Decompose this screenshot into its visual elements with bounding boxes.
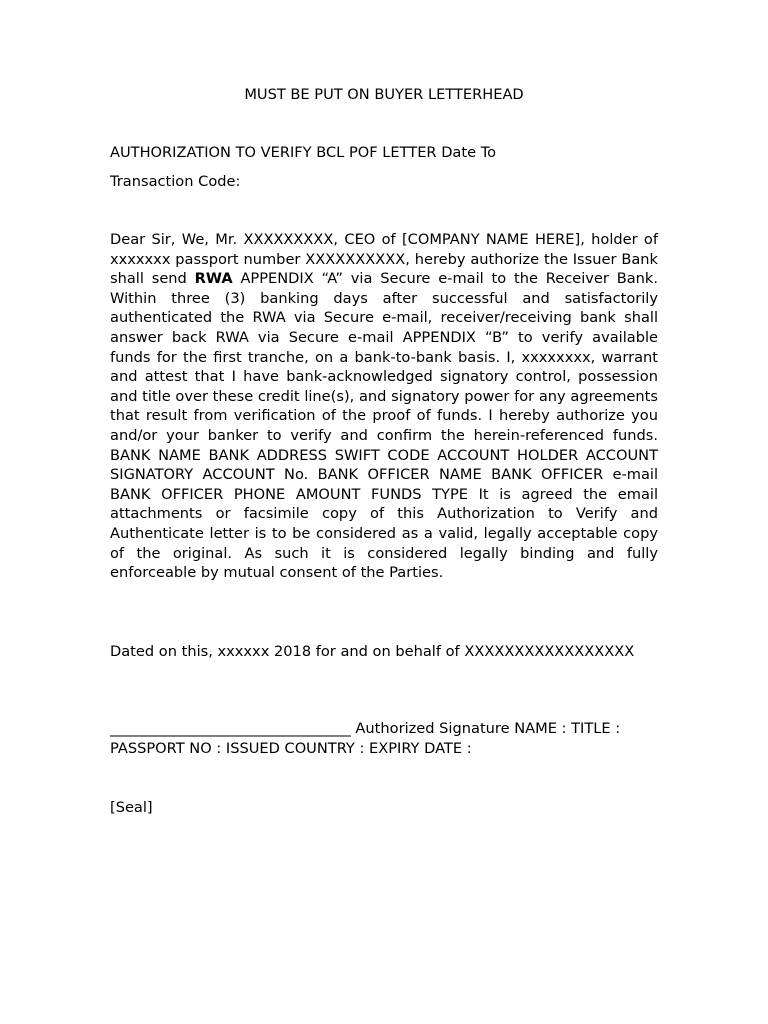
letterhead-note: MUST BE PUT ON BUYER LETTERHEAD: [244, 86, 524, 103]
body-text-part2: APPENDIX “A” via Secure e-mail to the Receiver Bank. Within three (3) banking days after successful and satisfactorily authenticated the RWA via Secure e-mail, receiver/receiving bank shall answer back RWA via Secure e-mail APPENDIX “B” to verify available funds for the first tranche, on a bank-to-bank basis. I, xxxxxxxx, warrant and attest that I have bank-acknowledged signatory control, possession and title over these credit line(s), and signatory power for any agreements that result from verification of the proof of funds. I hereby authorize you and/or your banker to verify and confirm the herein-referenced funds. BANK NAME BANK ADDRESS SWIFT CODE ACCOUNT HOLDER ACCOUNT SIGNATORY ACCOUNT No. BANK OFFICER NAME BANK OFFICER e-mail BANK OFFICER PHONE AMOUNT FUNDS TYPE It is agreed the email attachments or facsimile copy of this Authorization to Verify and Authenticate letter is to be considered as a valid, legally acceptable copy of the original. As such it is considered legally binding and fully enforceable by mutual consent of the Parties.: [110, 270, 659, 582]
body-bold-rwa: RWA: [194, 270, 233, 288]
transaction-code-label: Transaction Code:: [110, 173, 241, 190]
signature-line: _________________________________ Authorized Signature NAME : TITLE : PASSPORT NO : ISSUED COUNTRY : EXPIRY DATE :: [110, 720, 621, 757]
body-text-part1: Dear Sir, We, Mr. XXXXXXXXX, CEO of [COMPANY NAME HERE], holder of xxxxxxx passport number XXXXXXXXXX, hereby authorize the Issuer Bank shall send: [110, 231, 658, 288]
body-paragraph: [110, 230, 658, 583]
seal-placeholder: [Seal]: [110, 799, 153, 816]
dated-line: Dated on this, xxxxxx 2018 for and on behalf of XXXXXXXXXXXXXXXXX: [110, 643, 635, 660]
document-title: AUTHORIZATION TO VERIFY BCL POF LETTER Date To: [110, 144, 497, 161]
